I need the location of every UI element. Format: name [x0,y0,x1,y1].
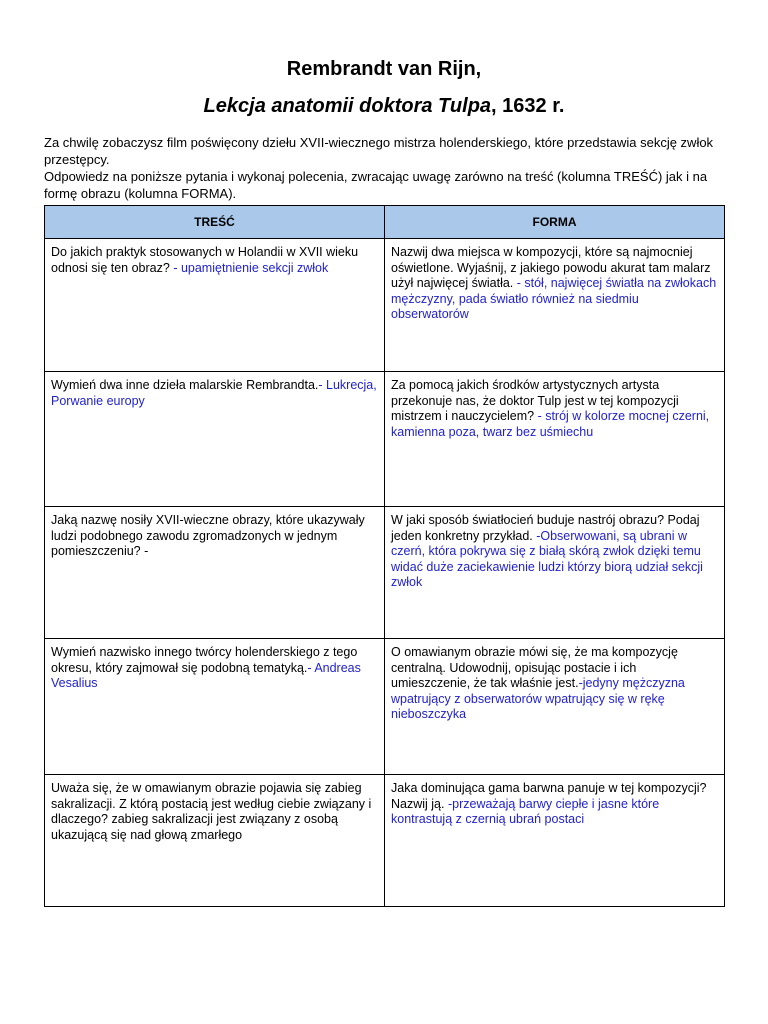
table-row [45,372,725,507]
form-cell [385,775,725,907]
title-artist: Rembrandt van Rijn, [286,58,482,80]
table-header-row [45,206,725,239]
content-question: Wymień dwa inne dzieła malarskie Rembrandta. [51,378,319,392]
table-row [45,507,725,639]
table-row [45,239,725,372]
table-row [45,639,725,775]
form-question: Nazwij dwa miejsca w kompozycji, które są najmocniej oświetlone. Wyjaśnij, z jakiego powodu akurat tam malarz użył najwięcej światła. [391,245,711,290]
content-question: Do jakich praktyk stosowanych w Holandii w XVII wieku odnosi się ten obraz? [51,245,359,275]
form-question: W jaki sposób światłocień buduje nastrój obrazu? Podaj jeden konkretny przykład. [391,513,700,543]
content-cell [45,639,385,775]
content-cell [45,507,385,639]
form-question: Jaka dominująca gama barwna panuje w tej kompozycji? Nazwij ją. [391,781,707,811]
content-answer: - Andreas Vesalius [51,660,361,690]
form-question: Za pomocą jakich środków artystycznych artysta przekonuje nas, że doktor Tulp jest w tej kompozycji mistrzem i nauczycielem? [391,378,679,423]
form-answer: - strój w kolorze mocnej czerni, kamienna poza, twarz bez uśmiechu [391,409,710,439]
column-header-content: TREŚĆ [45,206,385,239]
column-header-form: FORMA [385,206,725,239]
form-answer: -Obserwowani, są ubrani w czerń, która pokrywa się z białą skórą zwłok dzięki temu widać duże zaciekawienie ludzi którzy biorą udział sekcji zwłok [391,528,703,589]
intro-paragraph-1: Za chwilę zobaczysz film poświęcony dziełu XVII-wiecznego mistrza holenderskiego, które przedstawia sekcję zwłok przestępcy. [44,135,714,167]
title-artwork-name: Lekcja anatomii doktora Tulpa [203,95,492,117]
content-answer: - upamiętnienie sekcji zwłok [173,260,329,275]
content-cell [45,775,385,907]
form-cell [385,372,725,507]
content-question: Wymień nazwisko innego twórcy holenderskiego z tego okresu, który zajmował się podobną tematyką. [51,645,358,675]
form-answer: -przeważają barwy ciepłe i jasne które kontrastują z czernią ubrań postaci [391,796,660,826]
content-cell [45,372,385,507]
intro-text [44,134,734,202]
title-artwork-year: , 1632 r. [491,95,565,117]
form-answer: -jedyny mężczyzna wpatrujący z obserwatorów wpatrujący się w rękę nieboszczyka [391,676,685,721]
form-cell [385,639,725,775]
content-answer: - Lukrecja, Porwanie europy [51,378,377,408]
form-cell [385,239,725,372]
content-question: Uważa się, że w omawianym obrazie pojawia się zabieg sakralizacji. Z którą postacią jest według ciebie związany i dlaczego? zabieg sakralizacji jest związany z osobą ukazującą się nad głową zmarłego [51,781,372,842]
content-question: Jaką nazwę nosiły XVII-wieczne obrazy, które ukazywały ludzi podobnego zawodu zgromadzonych w jednym pomieszczeniu? - [51,513,365,558]
question-table [44,205,725,907]
content-cell [45,239,385,372]
form-answer: - stół, najwięcej światła na zwłokach mężczyzny, pada światło również na siedmiu obserwatorów [391,276,717,321]
table-row [45,775,725,907]
title-artwork [0,95,768,118]
intro-paragraph-2: Odpowiedz na poniższe pytania i wykonaj polecenia, zwracając uwagę zarówno na treść (kolumna TREŚĆ) jak i na formę obrazu (kolumna FORMA). [44,169,708,201]
form-cell [385,507,725,639]
form-question: O omawianym obrazie mówi się, że ma kompozycję centralną. Udowodnij, opisując postacie i ich umieszczenie, że tak właśnie jest. [391,645,678,690]
